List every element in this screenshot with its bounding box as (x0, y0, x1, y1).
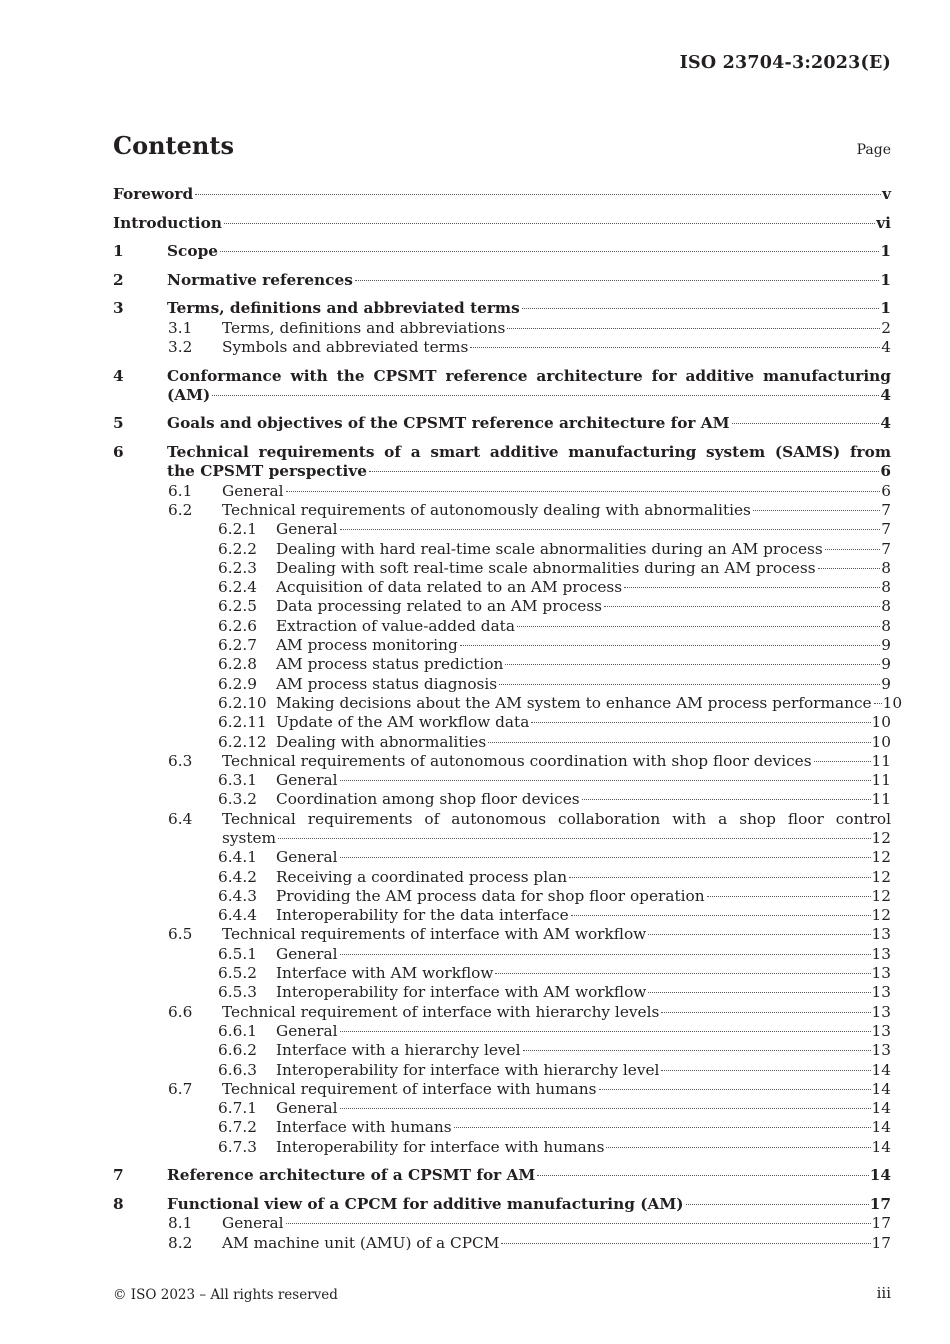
toc-entry[interactable] (113, 520, 891, 539)
dot-leader (707, 896, 871, 897)
toc-entry[interactable] (113, 848, 891, 867)
toc-entry[interactable] (113, 887, 891, 906)
dot-leader (505, 664, 880, 665)
dot-leader (501, 1243, 870, 1244)
dot-leader (499, 684, 880, 685)
toc-entry[interactable] (113, 1166, 891, 1185)
dot-leader (195, 194, 881, 195)
toc-entry-title: Interface with AM workflow (276, 964, 494, 983)
toc-entry-number: 6.5 (168, 925, 193, 944)
toc-entry[interactable] (113, 945, 891, 964)
toc-entry-number: 6.3 (168, 751, 193, 770)
toc-entry-title: Foreword (113, 185, 194, 203)
toc-entry-number: 6.5.2 (218, 964, 257, 983)
toc-entry-title: system (222, 828, 277, 847)
toc-entry-number: 6.4.4 (218, 906, 257, 925)
toc-entry-number: 6.6.2 (218, 1041, 257, 1060)
toc-entry-number: 6.6.3 (218, 1060, 257, 1079)
dot-leader (355, 280, 880, 281)
toc-entry-number: 6.7.1 (218, 1099, 257, 1118)
toc-entry[interactable] (113, 559, 891, 578)
toc-entry[interactable] (113, 713, 891, 732)
dot-leader (340, 529, 881, 530)
toc-entry-page: 8 (881, 558, 891, 577)
page-title: Contents (113, 131, 234, 160)
toc-entry-page: 13 (871, 983, 891, 1002)
toc-entry[interactable] (113, 501, 891, 520)
dot-leader (507, 328, 880, 329)
toc-entry-title: Introduction (113, 213, 222, 232)
toc-entry[interactable] (113, 655, 891, 674)
toc-entry-title: Symbols and abbreviated terms (222, 337, 469, 356)
dot-leader (212, 395, 879, 396)
toc-entry[interactable] (113, 319, 891, 338)
toc-entry-number: 6 (113, 443, 124, 462)
toc-entry-number: 6.5.3 (218, 983, 257, 1002)
toc-entry-page: 4 (880, 414, 891, 433)
toc-entry-number: 8 (113, 1194, 124, 1213)
toc-entry-title: General (276, 1021, 338, 1040)
toc-entry[interactable] (113, 1214, 891, 1233)
toc-entry[interactable] (113, 1138, 891, 1157)
dot-leader (470, 347, 880, 348)
toc-entry[interactable] (113, 185, 891, 204)
toc-entry[interactable] (113, 540, 891, 559)
toc-entry-page: 8 (881, 616, 891, 635)
toc-entry-page: 7 (881, 520, 891, 539)
toc-entry[interactable] (113, 578, 891, 597)
toc-entry-title: Goals and objectives of the CPSMT reference architecture for AM (167, 414, 730, 433)
toc-entry-title: Technical requirements of autonomously dealing with abnormalities (222, 500, 751, 519)
toc-entry-number: 7 (113, 1166, 124, 1185)
toc-entry-page: 17 (871, 1214, 891, 1233)
toc-entry-page: 12 (871, 906, 891, 925)
toc-entry-number: 6.2.9 (218, 674, 257, 693)
dot-leader (278, 838, 870, 839)
toc-entry-page: 8 (881, 578, 891, 597)
toc-entry[interactable] (113, 414, 891, 433)
page-number: iii (876, 1284, 891, 1302)
toc-entry-page: 13 (871, 964, 891, 983)
toc-entry-number: 6.1 (168, 481, 193, 500)
toc-entry-title: General (276, 848, 338, 867)
toc-entry-number: 6.7 (168, 1079, 193, 1098)
toc-entry[interactable] (113, 790, 891, 809)
toc-entry-number: 4 (113, 366, 124, 385)
toc-entry-page: 9 (881, 655, 891, 674)
toc-entry-page: 9 (881, 674, 891, 693)
toc-entry-page: 14 (871, 1137, 891, 1156)
toc-entry-number: 6.4.3 (218, 886, 257, 905)
toc-entry-page: 14 (871, 1079, 891, 1098)
dot-leader (454, 1127, 871, 1128)
toc-entry-title: Interoperability for interface with AM workflow (276, 983, 647, 1002)
toc-entry-page: 14 (869, 1166, 891, 1185)
dot-leader (495, 973, 870, 974)
toc-entry-page: 12 (871, 828, 891, 847)
toc-entry-title: Extraction of value-added data (276, 616, 515, 635)
dot-leader (606, 1147, 870, 1148)
toc-entry[interactable] (113, 1118, 891, 1137)
toc-entry-page: 4 (881, 337, 891, 356)
toc-entry-title: Terms, definitions and abbreviations (222, 318, 506, 337)
toc-entry[interactable] (113, 906, 891, 925)
toc-entry-page: 10 (871, 713, 891, 732)
toc-entry-title: Normative references (167, 270, 353, 289)
dot-leader (531, 722, 870, 723)
toc-entry-page: 1 (880, 242, 891, 261)
toc-entry-number: 6.2.11 (218, 713, 267, 732)
toc-entry-title: the CPSMT perspective (167, 462, 367, 481)
toc-entry-page: 13 (871, 1002, 891, 1021)
toc-entry-number: 6.2.12 (218, 732, 267, 751)
toc-entry-page: 14 (871, 1118, 891, 1137)
toc-entry-title: Interoperability for interface with hierarchy level (276, 1060, 660, 1079)
toc-entry-page: 12 (871, 886, 891, 905)
dot-leader (874, 703, 882, 704)
toc-entry-title: Acquisition of data related to an AM process (276, 578, 623, 597)
dot-leader (648, 934, 870, 935)
toc-entry-page: 17 (871, 1233, 891, 1252)
dot-leader (523, 1050, 871, 1051)
toc-entry-number: 6.2.1 (218, 520, 257, 539)
toc-entry-title: AM process status diagnosis (276, 674, 498, 693)
toc-entry-page: 4 (880, 385, 891, 404)
toc-entry-title: AM machine unit (AMU) of a CPCM (222, 1233, 500, 1252)
toc-entry[interactable] (113, 810, 891, 849)
toc-entry-title: General (276, 520, 338, 539)
dot-leader (286, 491, 881, 492)
toc-entry[interactable] (113, 925, 891, 944)
toc-entry-title: Dealing with hard real-time scale abnormalities during an AM process (276, 539, 823, 558)
toc-entry-title: Reference architecture of a CPSMT for AM (167, 1166, 536, 1185)
toc-entry-number: 3 (113, 299, 124, 318)
toc-entry-number: 6.2.6 (218, 616, 257, 635)
toc-entry-number: 6.2 (168, 500, 193, 519)
toc-entry-page: 6 (881, 481, 891, 500)
dot-leader (369, 471, 879, 472)
dot-leader (582, 799, 871, 800)
dot-leader (340, 1031, 871, 1032)
toc-entry[interactable] (113, 1003, 891, 1022)
dot-leader (340, 780, 871, 781)
toc-entry-page: 13 (871, 1041, 891, 1060)
toc-entry-page: 14 (871, 1060, 891, 1079)
dot-leader (661, 1012, 870, 1013)
toc-entry-title: Conformance with the CPSMT reference architecture for additive manufacturing (167, 366, 891, 385)
dot-leader (220, 251, 879, 252)
toc-entry-title: Terms, definitions and abbreviated terms (167, 299, 520, 318)
toc-entry-title: General (222, 1214, 284, 1233)
toc-entry-number: 6.2.8 (218, 655, 257, 674)
dot-leader (340, 1108, 871, 1109)
toc-entry-number: 6.2.5 (218, 597, 257, 616)
dot-leader (517, 626, 880, 627)
dot-leader (604, 606, 880, 607)
dot-leader (460, 645, 881, 646)
toc-entry-page: 11 (871, 751, 891, 770)
dot-leader (648, 992, 870, 993)
toc-entry-number: 2 (113, 270, 124, 289)
toc-entry-number: 6.4.2 (218, 867, 257, 886)
dot-leader (340, 857, 871, 858)
toc-entry[interactable] (113, 983, 891, 1002)
dot-leader (624, 587, 880, 588)
toc-entry-title: Technical requirement of interface with humans (222, 1079, 597, 1098)
toc-entry-title: AM process monitoring (276, 636, 458, 655)
toc-entry-title: General (276, 944, 338, 963)
toc-entry-page: 14 (871, 1099, 891, 1118)
toc-entry-number: 6.6.1 (218, 1021, 257, 1040)
toc-entry[interactable] (113, 1041, 891, 1060)
toc-entry-page: 7 (881, 539, 891, 558)
toc-entry-page: 1 (880, 270, 891, 289)
toc-entry[interactable] (113, 271, 891, 290)
toc-entry-number: 8.1 (168, 1214, 193, 1233)
toc-entry[interactable] (113, 733, 891, 752)
toc-entry-number: 6.6 (168, 1002, 193, 1021)
toc-entry-title: General (222, 481, 284, 500)
toc-entry-page: 13 (871, 944, 891, 963)
dot-leader (286, 1223, 871, 1224)
dot-leader (753, 510, 880, 511)
toc-entry-page: v (882, 185, 891, 203)
toc-entry-title: Technical requirement of interface with hierarchy levels (222, 1002, 660, 1021)
toc-entry-page: 12 (871, 848, 891, 867)
toc-entry-title: Receiving a coordinated process plan (276, 867, 568, 886)
toc-entry[interactable] (113, 964, 891, 983)
toc-entry-number: 6.5.1 (218, 944, 257, 963)
toc-entry-title: AM process status prediction (276, 655, 504, 674)
toc-entry-title: General (276, 1099, 338, 1118)
toc-entry-title: Providing the AM process data for shop floor operation (276, 886, 705, 905)
toc-entry-number: 5 (113, 414, 124, 433)
toc-entry-number: 1 (113, 242, 124, 261)
dot-leader (825, 549, 881, 550)
toc-entry-number: 3.1 (168, 318, 193, 337)
toc-entry[interactable] (113, 617, 891, 636)
toc-entry-title: Technical requirements of autonomous coordination with shop floor devices (222, 751, 812, 770)
toc-entry-page: 11 (871, 790, 891, 809)
dot-leader (522, 308, 880, 309)
dot-leader (340, 954, 871, 955)
toc-entry-title: Update of the AM workflow data (276, 713, 530, 732)
toc-entry-title: Scope (167, 242, 218, 261)
toc-entry-title: Functional view of a CPCM for additive manufacturing (AM) (167, 1194, 684, 1213)
toc-entry-number: 6.2.7 (218, 636, 257, 655)
toc-entry-number: 6.3.2 (218, 790, 257, 809)
toc-entry-page: 13 (871, 1021, 891, 1040)
page-column-label: Page (856, 142, 891, 158)
toc-entry-title: Interoperability for the data interface (276, 906, 569, 925)
toc-entry-page: 8 (881, 597, 891, 616)
dot-leader (661, 1070, 870, 1071)
toc-entry[interactable] (113, 1099, 891, 1118)
toc-entry-number: 6.3.1 (218, 771, 257, 790)
toc-entry-number: 6.2.3 (218, 558, 257, 577)
toc-entry[interactable] (113, 1080, 891, 1099)
toc-entry-number: 6.2.4 (218, 578, 257, 597)
toc-entry[interactable] (113, 868, 891, 887)
toc-entry-page: 12 (871, 867, 891, 886)
toc-entry[interactable] (113, 367, 891, 406)
toc-entry[interactable] (113, 1022, 891, 1041)
document-id: ISO 23704-3:2023(E) (679, 53, 891, 73)
dot-leader (488, 742, 870, 743)
toc-entry-title: Data processing related to an AM process (276, 597, 603, 616)
dot-leader (569, 877, 870, 878)
toc-entry-page: 6 (880, 462, 891, 481)
toc-entry-page: 10 (871, 732, 891, 751)
toc-entry-number: 6.2.2 (218, 539, 257, 558)
toc-entry-page: 9 (881, 636, 891, 655)
toc-entry[interactable] (113, 443, 891, 482)
toc-entry[interactable] (113, 1061, 891, 1080)
toc-entry-title: Dealing with abnormalities (276, 732, 487, 751)
toc-entry[interactable] (113, 338, 891, 357)
toc-entry-title: General (276, 771, 338, 790)
toc-entry[interactable] (113, 752, 891, 771)
dot-leader (814, 761, 871, 762)
copyright-notice: © ISO 2023 – All rights reserved (113, 1287, 338, 1303)
toc-entry-page: 7 (881, 500, 891, 519)
toc-entry-title: Technical requirements of interface with AM workflow (222, 925, 647, 944)
dot-leader (818, 568, 881, 569)
toc-entry[interactable] (113, 482, 891, 501)
toc-entry-title: Technical requirements of a smart additive manufacturing system (SAMS) from (167, 443, 891, 462)
toc-entry[interactable] (113, 299, 891, 318)
toc-entry-title: Making decisions about the AM system to enhance AM process performance (276, 693, 872, 712)
toc-entry[interactable] (113, 771, 891, 790)
toc-entry[interactable] (113, 1195, 891, 1214)
dot-leader (686, 1204, 869, 1205)
toc-entry-number: 6.7.2 (218, 1118, 257, 1137)
toc-entry-page: 13 (871, 925, 891, 944)
toc-entry[interactable] (113, 597, 891, 616)
toc-entry-title: Dealing with soft real-time scale abnormalities during an AM process (276, 558, 816, 577)
toc-entry-page: 1 (880, 299, 891, 318)
dot-leader (224, 223, 875, 224)
toc-entry[interactable] (113, 675, 891, 694)
toc-entry-title: Technical requirements of autonomous collaboration with a shop floor control (222, 809, 891, 828)
dot-leader (571, 915, 871, 916)
toc-entry-number: 6.7.3 (218, 1137, 257, 1156)
toc-entry[interactable] (113, 636, 891, 655)
toc-entry-title: Interoperability for interface with humans (276, 1137, 605, 1156)
toc-entry[interactable] (113, 214, 891, 233)
toc-entry-number: 6.2.10 (218, 693, 267, 712)
toc-entry-number: 6.4 (168, 809, 193, 828)
toc-entry-page: 11 (871, 771, 891, 790)
toc-entry-page: 10 (882, 693, 903, 712)
toc-entry-page: vi (876, 213, 891, 232)
toc-entry[interactable] (113, 242, 891, 261)
toc-entry-number: 6.4.1 (218, 848, 257, 867)
toc-entry-number: 3.2 (168, 337, 193, 356)
toc-entry-page: 2 (881, 318, 891, 337)
toc-entry-page: 17 (869, 1194, 891, 1213)
toc-entry-title: (AM) (167, 385, 211, 404)
table-of-contents (113, 185, 903, 1253)
toc-entry-title: Interface with a hierarchy level (276, 1041, 521, 1060)
toc-entry-number: 8.2 (168, 1233, 193, 1252)
dot-leader (537, 1175, 868, 1176)
dot-leader (599, 1089, 871, 1090)
toc-entry-title: Coordination among shop floor devices (276, 790, 580, 809)
dot-leader (732, 423, 880, 424)
toc-entry[interactable] (113, 693, 903, 713)
toc-entry[interactable] (113, 1234, 891, 1253)
toc-entry-title: Interface with humans (276, 1118, 452, 1137)
